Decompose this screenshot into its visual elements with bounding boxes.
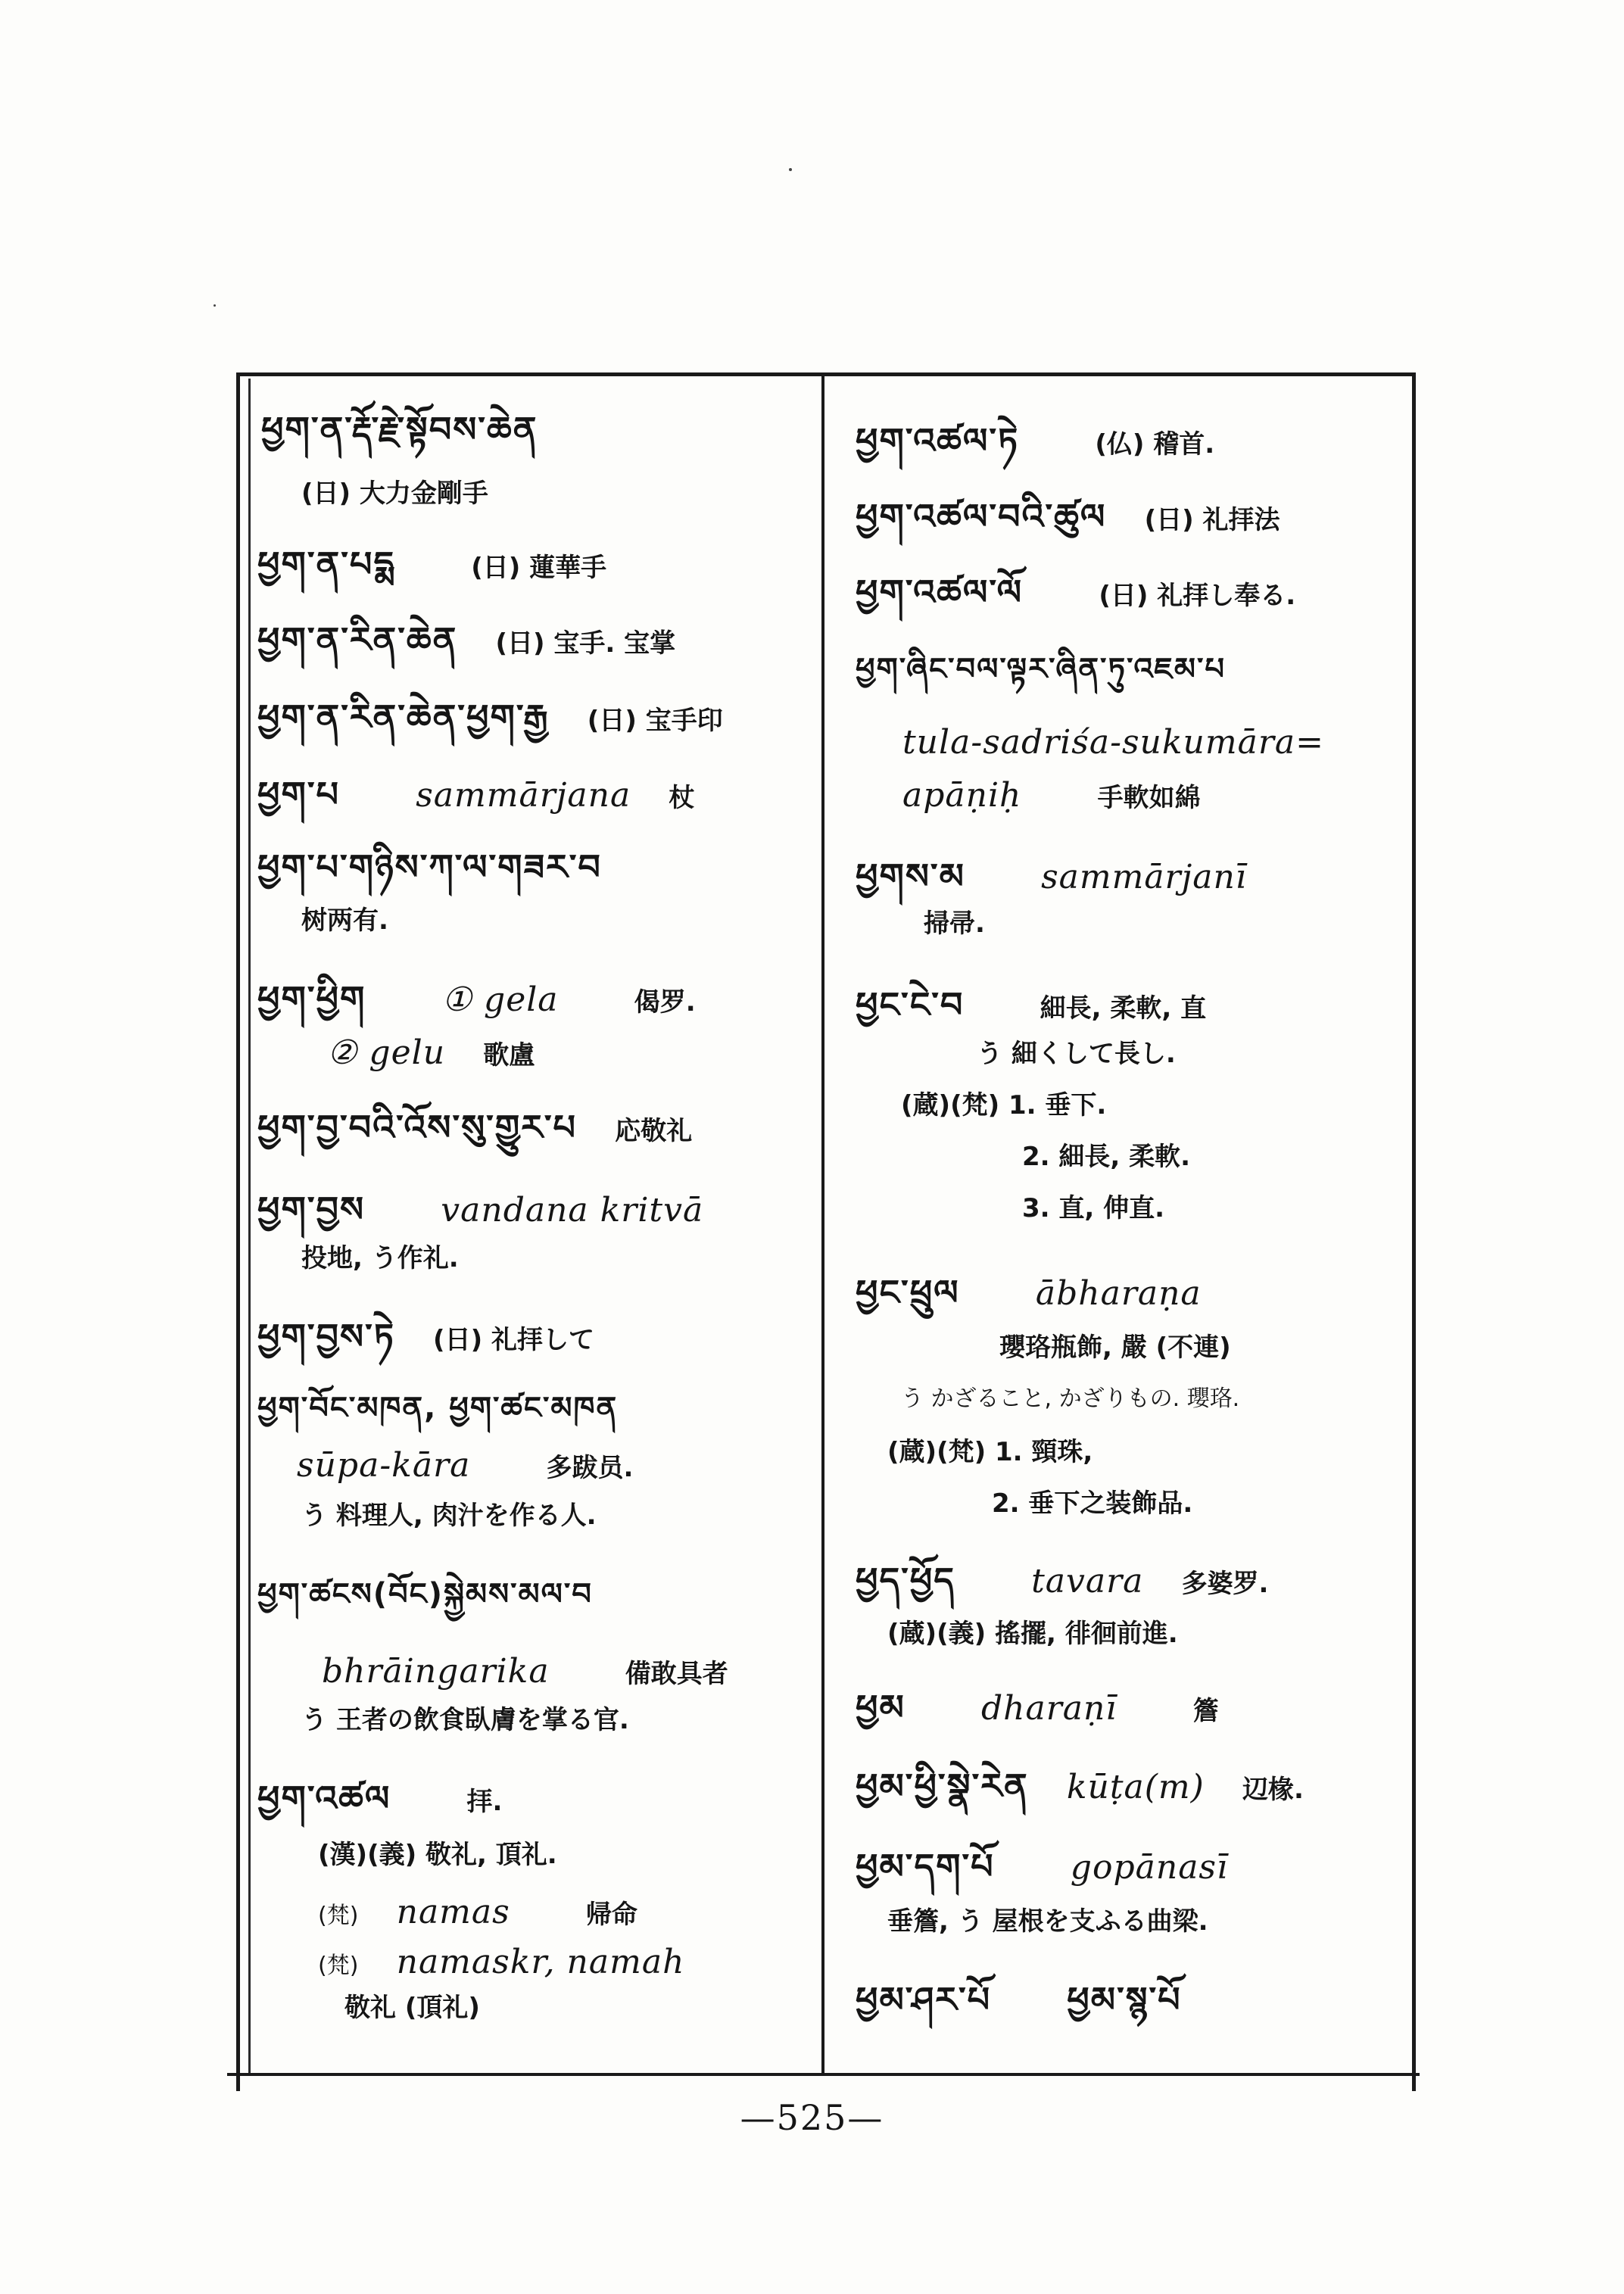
page-number: —525—	[740, 2097, 884, 2138]
sanskrit-term: sammārjanī	[1041, 858, 1247, 896]
tibetan-headword: ཕྱང་ཕྲུལ	[856, 1272, 960, 1313]
entry-gloss: 垂簷, う 屋根を支ふる曲梁.	[887, 1906, 1208, 1937]
tibetan-headword: ཕྱག་འཚལ་ལོ	[856, 572, 1024, 612]
dictionary-entry-reading	[297, 1446, 633, 1486]
entry-gloss: 歌盧	[483, 1040, 535, 1071]
entry-gloss: 3. 直, 伸直.	[1022, 1193, 1165, 1223]
tibetan-headword: ཕྱམ་དག་པོ	[856, 1846, 995, 1887]
language-tag: (梵)	[318, 1903, 359, 1929]
tibetan-headword: ཕྱག་ན་པདྨ	[257, 544, 395, 584]
dictionary-entry	[856, 572, 1295, 613]
dictionary-entry	[257, 978, 696, 1021]
sanskrit-term: gopānasī	[1070, 1848, 1229, 1887]
entry-gloss: (日) 礼拝して	[433, 1325, 594, 1355]
sanskrit-term: ② gelu	[327, 1033, 446, 1072]
dictionary-entry	[257, 619, 675, 661]
sanskrit-term: vandana kritvā	[441, 1191, 704, 1230]
dictionary-entry	[257, 774, 694, 816]
entry-gloss: う かざること, かざりもの. 瓔珞.	[901, 1385, 1240, 1412]
sanskrit-term: dharaṇī	[980, 1689, 1117, 1728]
entry-sanskrit-line	[318, 1943, 684, 1983]
tibetan-headword: ཕྱག་ཞིང་བལ་ལྟར་ཞིན་ཏུ་འཇམ་པ	[856, 652, 1227, 687]
dictionary-entry	[257, 1576, 593, 1613]
entry-gloss: (日) 大力金剛手	[301, 478, 488, 509]
sanskrit-term: ābharaṇa	[1035, 1274, 1202, 1313]
entry-gloss: 拝.	[466, 1787, 503, 1817]
tibetan-headword: ཕྱག་བྱས	[257, 1189, 366, 1230]
tibetan-headword: ཕྱག་ན་རིན་ཆེན	[257, 619, 458, 660]
dictionary-entry	[257, 697, 723, 738]
entry-gloss: (日) 礼拝し奉る.	[1099, 581, 1296, 611]
entry-gloss: (漢)(義) 敬礼, 頂礼.	[318, 1840, 557, 1870]
dictionary-entry	[257, 1316, 594, 1357]
frame-inner-rule	[248, 379, 251, 2074]
tibetan-headword: ཕྱག་འཚལ་ཏེ	[856, 420, 1020, 461]
entry-gloss: う 料理人, 肉汁を作る人.	[301, 1501, 597, 1531]
tibetan-headword: ཕྱག་ན་རྡོ་རྗེ་སྟོབས་ཆེན	[261, 409, 538, 450]
tibetan-headword: ཕྱག་ཚངས(བོང)སྐྱེམས་མལ་བ	[257, 1577, 593, 1612]
dictionary-entry	[856, 1560, 1268, 1602]
entry-gloss: 掃帚.	[924, 909, 985, 939]
sanskrit-term: sammārjana	[416, 776, 631, 815]
tibetan-headword: ཕྱག་ན་རིན་ཆེན་ཕྱག་རྒྱ	[257, 697, 550, 737]
tibetan-headword: ཕྱག་པ	[257, 774, 341, 815]
sanskrit-term: tula-sadriśa-sukumāra=	[902, 723, 1324, 762]
dictionary-entry	[856, 496, 1280, 538]
tibetan-headword: ཕྱགས་མ	[856, 856, 965, 896]
entry-gloss: (蔵)(梵) 1. 垂下.	[901, 1090, 1107, 1121]
entry-gloss: 瓔珞瓶飾, 嚴 (不連)	[999, 1332, 1231, 1363]
tibetan-headword: ཕྱག་འཚལ་བའི་ཚུལ	[856, 496, 1107, 537]
tibetan-headword: ཕྱད་ཕྱོད	[856, 1560, 955, 1601]
dictionary-entry	[856, 1846, 1228, 1888]
entry-gloss: (日) 宝手印	[587, 706, 723, 736]
scan-speck	[789, 168, 792, 171]
entry-gloss: (蔵)(梵) 1. 頸珠,	[887, 1437, 1093, 1467]
column-divider	[821, 376, 824, 2076]
entry-gloss: 帰命	[585, 1900, 637, 1930]
entry-gloss: 備敢具者	[625, 1659, 728, 1689]
dictionary-entry	[856, 1979, 1182, 2021]
dictionary-entry-reading	[322, 1652, 728, 1692]
entry-gloss: 偈罗.	[634, 987, 696, 1018]
entry-gloss: (日) 宝手. 宝掌	[495, 628, 676, 659]
entry-gloss: 杖	[669, 783, 695, 813]
entry-gloss: 2. 垂下之装飾品.	[992, 1488, 1193, 1519]
dictionary-entry	[261, 409, 538, 450]
sanskrit-term: namaskr, namah	[396, 1943, 685, 1981]
entry-gloss: 簷	[1192, 1696, 1219, 1726]
entry-gloss: 2. 細長, 柔軟.	[1022, 1142, 1191, 1172]
dictionary-entry-reading	[902, 776, 1201, 816]
entry-gloss: 応敬礼	[615, 1116, 693, 1146]
sanskrit-term: kūṭa(m)	[1066, 1768, 1205, 1806]
dictionary-entry	[257, 1778, 502, 1819]
entry-sanskrit-line	[318, 1893, 637, 1933]
entry-gloss: 多跋员.	[546, 1453, 634, 1483]
entry-gloss: (仏) 稽首.	[1095, 429, 1215, 460]
tibetan-headword: ཕྱག་འཚལ	[257, 1778, 391, 1819]
tibetan-headword-alt: ཕྱམ་སྙ་པོ	[1067, 1979, 1182, 2020]
tibetan-headword: ཕྱག་བྱས་ཏེ	[257, 1316, 395, 1357]
entry-gloss: 多婆罗.	[1181, 1569, 1269, 1599]
language-tag: (梵)	[318, 1953, 359, 1979]
sanskrit-term: ① gela	[441, 980, 559, 1019]
sanskrit-term: apāṇiḥ	[902, 776, 1022, 815]
tibetan-headword: ཕྱག་བྱ་བའི་འོས་སུ་གྱུར་པ	[257, 1107, 578, 1148]
dictionary-entry	[856, 420, 1214, 462]
entry-gloss: 树两有.	[301, 905, 388, 936]
entry-gloss: 辺椽.	[1242, 1775, 1304, 1805]
dictionary-entry	[257, 1390, 618, 1426]
dictionary-entry	[856, 984, 1206, 1026]
dictionary-entry	[257, 544, 606, 585]
entry-gloss: う 細くして長し.	[977, 1039, 1176, 1069]
dictionary-entry	[856, 651, 1226, 687]
sanskrit-term: sūpa-kāra	[297, 1446, 471, 1485]
entry-gloss: 細長, 柔軟, 直	[1040, 993, 1207, 1024]
dictionary-entry	[856, 1687, 1219, 1729]
tibetan-headword: ཕྱམ་ཤར་པོ	[856, 1979, 992, 2020]
entry-gloss: (日) 蓮華手	[471, 553, 607, 583]
tibetan-headword: ཕྱང་ངེ་བ	[856, 984, 965, 1025]
tibetan-headword: ཕྱམ་ཕྱི་སྣེ་རེན	[856, 1766, 1029, 1806]
dictionary-entry-variant	[327, 1033, 535, 1074]
dictionary-entry	[856, 856, 1247, 898]
dictionary-entry	[856, 1766, 1304, 1808]
tibetan-headword: ཕྱག་པ་གཉིས་ཀ་ལ་གཟར་བ	[257, 846, 602, 887]
dictionary-entry-reading	[902, 723, 1324, 763]
entry-gloss: (日) 礼拝法	[1144, 505, 1280, 535]
sanskrit-term: bhrāingarika	[322, 1652, 550, 1691]
sanskrit-term: namas	[396, 1893, 510, 1931]
entry-gloss: 敬礼 (頂礼)	[344, 1993, 480, 2023]
entry-gloss: (蔵)(義) 搖擺, 徘徊前進.	[887, 1619, 1178, 1649]
entry-gloss: う 王者の飲食臥膚を掌る官.	[301, 1705, 629, 1735]
entry-gloss: 投地, う作礼.	[301, 1243, 459, 1273]
tibetan-headword: ཕྱག་བོང་མཁན, ཕྱག་ཚང་མཁན	[257, 1391, 619, 1426]
scan-speck	[214, 304, 216, 307]
tibetan-headword: ཕྱམ	[856, 1687, 906, 1728]
sanskrit-term: tavara	[1031, 1562, 1144, 1601]
tibetan-headword: ཕྱག་ཕྱིག	[257, 978, 366, 1019]
entry-gloss: 手軟如綿	[1097, 783, 1201, 813]
dictionary-entry	[856, 1272, 1202, 1314]
dictionary-entry	[257, 846, 602, 888]
dictionary-entry	[257, 1107, 692, 1149]
dictionary-entry	[257, 1189, 703, 1231]
